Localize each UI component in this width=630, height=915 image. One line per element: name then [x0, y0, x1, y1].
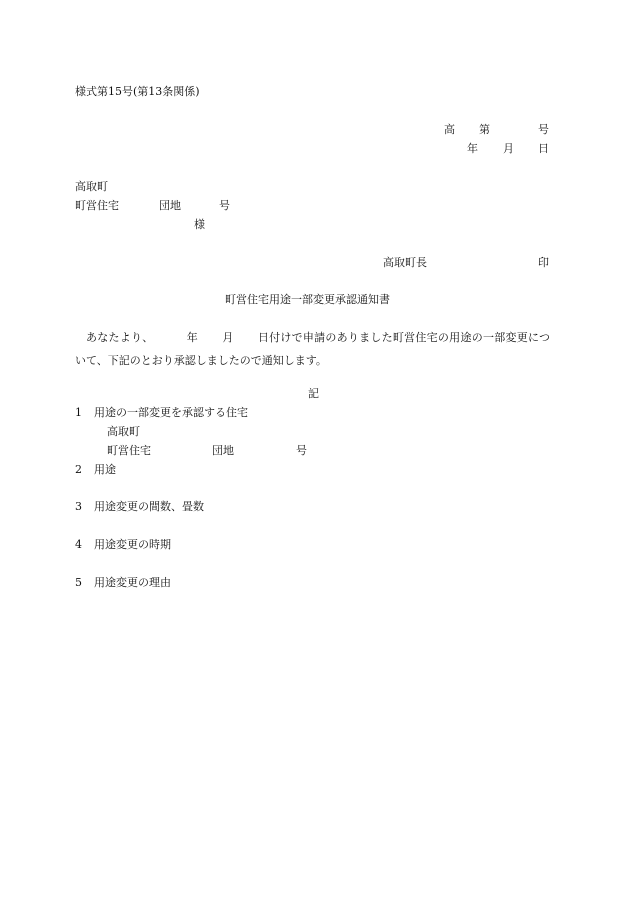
- recipient-sama: 様: [194, 218, 205, 231]
- body-month: 月: [222, 331, 234, 344]
- sender-title: 高取町長: [383, 256, 427, 269]
- issue-prefix: 高: [444, 123, 455, 136]
- issue-day: 日: [538, 142, 549, 155]
- body-year: 年: [186, 331, 199, 344]
- body-text-2: 日付けで申請のありました町営住宅の用途の一部変更について、下記のとおり承認しましたので通知します。: [75, 331, 551, 367]
- item-5-number: 5: [75, 576, 82, 589]
- recipient-housing: 町営住宅: [75, 199, 119, 212]
- item-1-housing: 町営住宅: [107, 444, 151, 457]
- form-number: 様式第15号(第13条関係): [75, 85, 200, 98]
- issue-month: 月: [503, 142, 514, 155]
- body-paragraph: [75, 326, 550, 372]
- recipient-go: 号: [219, 199, 230, 212]
- item-1-label: 用途の一部変更を承認する住宅: [94, 406, 248, 419]
- item-3-label: 用途変更の間数、畳数: [94, 500, 204, 513]
- item-4-label: 用途変更の時期: [94, 538, 171, 551]
- item-5-label: 用途変更の理由: [94, 576, 171, 589]
- ki-heading: 記: [308, 387, 319, 400]
- item-1-number: 1: [75, 406, 82, 419]
- issue-year: 年: [467, 142, 478, 155]
- item-1-go: 号: [296, 444, 307, 457]
- item-2-number: 2: [75, 463, 82, 476]
- document-title: 町営住宅用途一部変更承認通知書: [225, 293, 390, 306]
- issue-go: 号: [538, 123, 549, 136]
- seal-mark: 印: [538, 256, 549, 269]
- item-1-town: 高取町: [107, 425, 140, 438]
- recipient-town: 高取町: [75, 180, 108, 193]
- recipient-danchi: 団地: [159, 199, 181, 212]
- issue-dai: 第: [479, 123, 490, 136]
- item-3-number: 3: [75, 500, 82, 513]
- body-text-1: あなたより、: [86, 331, 154, 344]
- item-1-danchi: 団地: [212, 444, 234, 457]
- item-2-label: 用途: [94, 463, 116, 476]
- item-4-number: 4: [75, 538, 82, 551]
